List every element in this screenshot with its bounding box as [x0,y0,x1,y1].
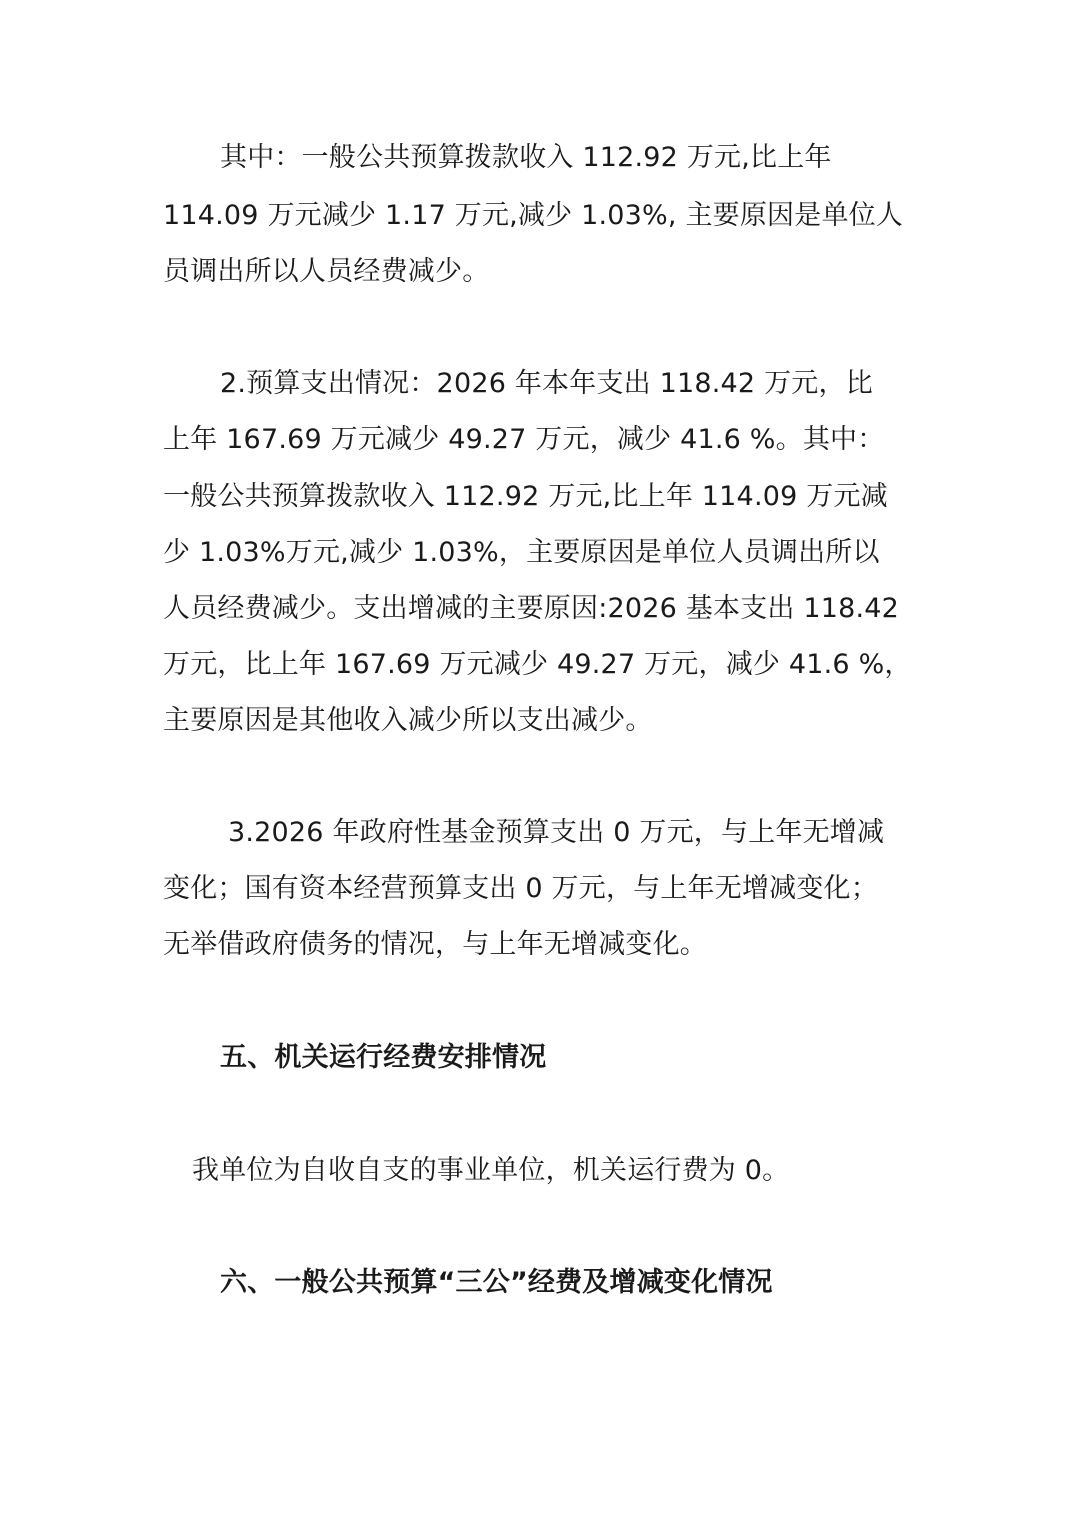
paragraph-3-line-3: 无举借政府债务的情况，与上年无增减变化。 [163,929,707,960]
section-6-heading: 六、一般公共预算“三公”经费及增减变化情况 [220,1267,773,1298]
paragraph-2-line-5: 人员经费减少。支出增减的主要原因:2026 基本支出 118.42 [163,593,900,624]
section-5-heading: 五、机关运行经费安排情况 [220,1042,547,1073]
section-5-body: 我单位为自收自支的事业单位，机关运行费为 0。 [192,1155,790,1186]
paragraph-1-line-2: 114.09 万元减少 1.17 万元,减少 1.03%, 主要原因是单位人 [163,200,904,231]
paragraph-2-line-7: 主要原因是其他收入减少所以支出减少。 [163,705,653,736]
paragraph-2-line-4: 少 1.03%万元,减少 1.03%，主要原因是单位人员调出所以 [163,537,880,568]
paragraph-3-line-2: 变化；国有资本经营预算支出 0 万元，与上年无增减变化； [163,873,878,904]
paragraph-2-line-3: 一般公共预算拨款收入 112.92 万元,比上年 114.09 万元减 [163,481,888,512]
paragraph-1-line-1: 其中：一般公共预算拨款收入 112.92 万元,比上年 [220,142,832,173]
paragraph-1-line-3: 员调出所以人员经费减少。 [163,256,490,287]
paragraph-3-line-1: 3.2026 年政府性基金预算支出 0 万元，与上年无增减 [228,817,885,848]
paragraph-2-line-1: 2.预算支出情况：2026 年本年支出 118.42 万元，比 [220,368,873,399]
paragraph-2-line-6: 万元，比上年 167.69 万元减少 49.27 万元，减少 41.6 %， [163,649,912,680]
paragraph-2-line-2: 上年 167.69 万元减少 49.27 万元，减少 41.6 %。其中： [163,424,885,455]
